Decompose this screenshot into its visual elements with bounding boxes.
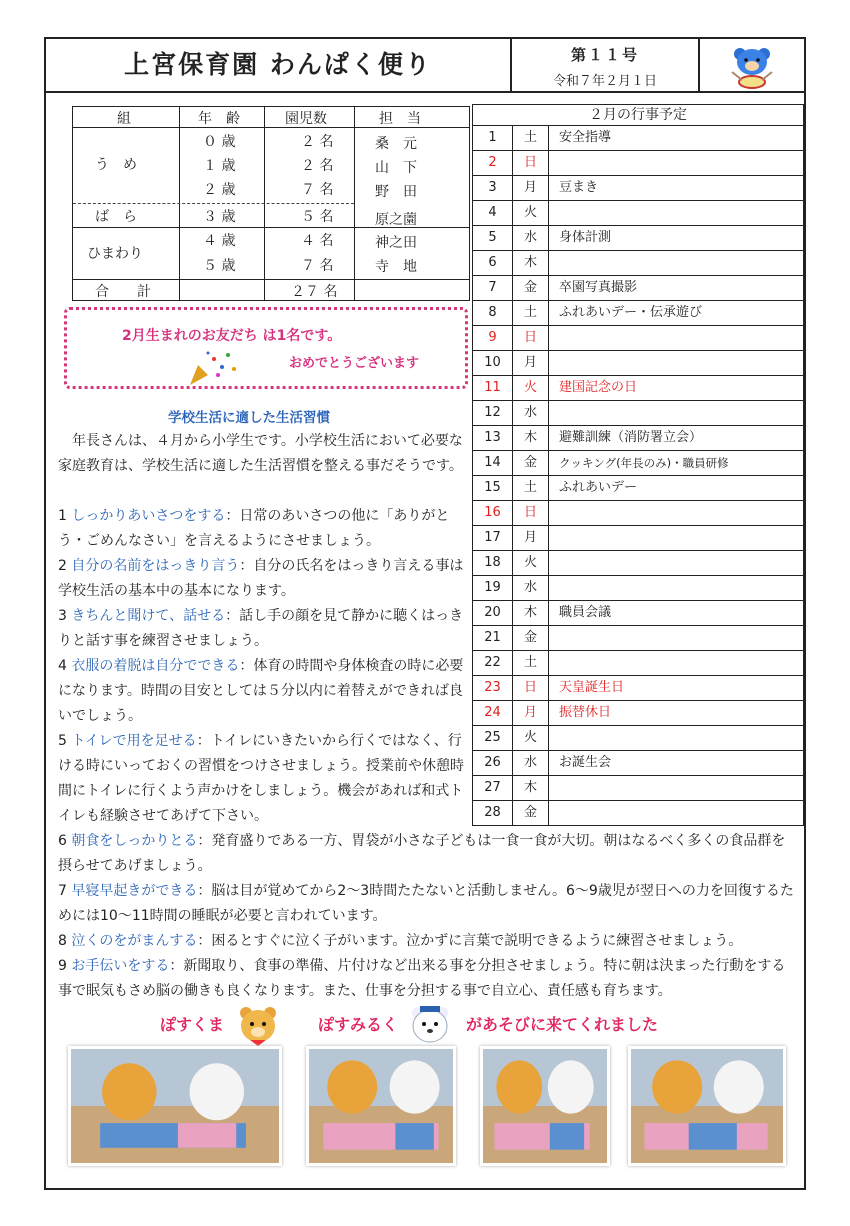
- schedule-day: 25: [473, 726, 513, 750]
- schedule-event: 身体計測: [559, 230, 612, 245]
- group-name: ひまわり: [87, 246, 143, 262]
- habit-body: ：トイレにいきたいから行くではなく、行ける時にいっておくの習慣をつけさせましょう。授業前や休憩時間にトイレに行くよう声かけをしましょう。機会があれば和式トイレも経験させてあげて下さい。: [58, 733, 464, 824]
- group-count: ５ 名: [301, 209, 334, 225]
- schedule-row: [473, 151, 803, 176]
- schedule-weekday: 金: [513, 626, 549, 650]
- schedule-day: 18: [473, 551, 513, 575]
- schedule-weekday: 日: [513, 676, 549, 700]
- schedule-day: 16: [473, 501, 513, 525]
- schedule-weekday: 水: [513, 226, 549, 250]
- schedule-event: お誕生会: [559, 755, 612, 770]
- schedule-day: 8: [473, 301, 513, 325]
- col-header-count: 園児数: [285, 111, 327, 127]
- schedule-weekday: 火: [513, 201, 549, 225]
- schedule-day: 12: [473, 401, 513, 425]
- schedule-weekday: 土: [513, 126, 549, 150]
- schedule-weekday: 月: [513, 526, 549, 550]
- schedule-row: [473, 226, 803, 251]
- group-staff: 寺 地: [375, 259, 417, 275]
- schedule-event: 豆まき: [559, 180, 599, 195]
- mascot-message: があそびに来てくれました: [466, 1015, 659, 1034]
- habit-head: きちんと聞けて、話せる: [71, 608, 226, 624]
- schedule-weekday: 金: [513, 451, 549, 475]
- group-age: ３ 歳: [203, 209, 236, 225]
- col-header-group: 組: [117, 111, 131, 127]
- schedule-weekday: 火: [513, 726, 549, 750]
- schedule-weekday: 日: [513, 326, 549, 350]
- total-count: ２７ 名: [291, 284, 338, 300]
- schedule-row: [473, 251, 803, 276]
- schedule-day: 13: [473, 426, 513, 450]
- polar-bear-mascot-icon: [408, 1004, 452, 1046]
- class-table: [72, 106, 470, 301]
- schedule-weekday: 月: [513, 701, 549, 725]
- schedule-row: [473, 576, 803, 601]
- habit-body: ：日常のあいさつの他に「ありがとう・ごめんなさい」を言えるようにさせましょう。: [58, 508, 450, 549]
- habits-intro: 年長さんは、４月から小学生です。小学校生活において必要な家庭教育は、学校生活に適した生活習慣を整える事だそうです。: [58, 433, 463, 474]
- schedule-row: [473, 801, 803, 826]
- mascot-photo: [628, 1046, 786, 1166]
- group-age: ２ 歳: [203, 182, 236, 198]
- habit-body: ：新聞取り、食事の準備、片付けなど出来る事を分担させましょう。特に朝は決まった行動をする事で眠気もさめ脳の働きも良くなります。また、仕事を分担する事で自立心、責任感も育ちます。: [58, 958, 786, 999]
- schedule-day: 17: [473, 526, 513, 550]
- schedule-day: 6: [473, 251, 513, 275]
- group-age: ４ 歳: [203, 233, 236, 249]
- schedule-day: 11: [473, 376, 513, 400]
- schedule-day: 4: [473, 201, 513, 225]
- habit-head: お手伝いをする: [71, 958, 170, 974]
- mascot-name-2: ぽすみるく: [318, 1015, 399, 1034]
- habit-head: 衣服の着脱は自分でできる: [71, 658, 240, 674]
- schedule-day: 27: [473, 776, 513, 800]
- schedule-row: [473, 676, 803, 701]
- col-header-staff: 担 当: [379, 111, 421, 127]
- schedule-row: [473, 501, 803, 526]
- schedule-weekday: 木: [513, 251, 549, 275]
- group-staff: 神之田: [375, 235, 417, 251]
- schedule-day: 28: [473, 801, 513, 826]
- habit-item: 3 きちんと聞けて、話せる：話し手の顔を見て静かに聴くはっきりと話す事を練習させましょう。: [58, 608, 464, 649]
- schedule-weekday: 金: [513, 801, 549, 826]
- schedule-event: 卒園写真撮影: [559, 280, 638, 295]
- total-label: 合 計: [95, 284, 151, 300]
- schedule-row: [473, 476, 803, 501]
- schedule-day: 9: [473, 326, 513, 350]
- schedule-day: 2: [473, 151, 513, 175]
- schedule-weekday: 木: [513, 776, 549, 800]
- col-header-age: 年 齢: [198, 111, 240, 127]
- schedule-weekday: 水: [513, 751, 549, 775]
- group-staff: 野 田: [375, 184, 417, 200]
- habit-head: トイレで用を足せる: [71, 733, 197, 749]
- schedule-row: [473, 551, 803, 576]
- schedule-day: 14: [473, 451, 513, 475]
- schedule-day: 3: [473, 176, 513, 200]
- habit-body: ：脳は目が覚めてから2～3時間たたないと活動しません。6～9歳児が翌日への力を回復するためには10～11時間の睡眠が必要と言われています。: [58, 883, 794, 924]
- schedule-weekday: 土: [513, 301, 549, 325]
- schedule-row: [473, 301, 803, 326]
- birthday-count-text: 2月生まれのお友だち は1名です。: [122, 328, 342, 344]
- schedule-day: 26: [473, 751, 513, 775]
- issue-number: 第１１号: [570, 46, 639, 64]
- group-age: ５ 歳: [203, 258, 236, 274]
- schedule-event: 天皇誕生日: [559, 680, 625, 695]
- habit-head: 泣くのをがまんする: [71, 933, 198, 949]
- schedule-day: 1: [473, 126, 513, 150]
- schedule-day: 20: [473, 601, 513, 625]
- group-count: ２ 名: [301, 158, 334, 174]
- group-count: ２ 名: [301, 134, 334, 150]
- schedule-row: [473, 701, 803, 726]
- schedule-event: 避難訓練（消防署立会）: [559, 430, 703, 445]
- schedule-row: [473, 201, 803, 226]
- schedule-row: [473, 326, 803, 351]
- habit-item: 6 朝食をしっかりとる：発育盛りである一方、胃袋が小さな子どもは一食一食が大切。朝はなるべく多くの食品群を摂らせてあげましょう。: [58, 833, 786, 874]
- schedule-day: 15: [473, 476, 513, 500]
- group-staff: 山 下: [375, 160, 417, 176]
- schedule-day: 10: [473, 351, 513, 375]
- habits-title: 学校生活に適した生活習慣: [168, 410, 330, 426]
- habit-item: 2 自分の名前をはっきり言う：自分の氏名をはっきり言える事は学校生活の基本中の基本になります。: [58, 558, 464, 599]
- habit-head: 早寝早起きができる: [71, 883, 198, 899]
- group-staff: 原之薗: [375, 212, 417, 228]
- schedule-weekday: 月: [513, 176, 549, 200]
- birthday-congrats-text: おめでとうございます: [289, 356, 420, 371]
- february-schedule: [472, 104, 804, 826]
- schedule-event: クッキング(年長のみ)・職員研修: [559, 456, 729, 470]
- party-popper-icon: [184, 347, 244, 387]
- schedule-day: 21: [473, 626, 513, 650]
- schedule-row: [473, 726, 803, 751]
- schedule-row: [473, 351, 803, 376]
- schedule-row: [473, 626, 803, 651]
- mascot-photo: [68, 1046, 282, 1166]
- habit-item: 7 早寝早起きができる：脳は目が覚めてから2～3時間たたないと活動しません。6～9歳児が翌日への力を回復するためには10～11時間の睡眠が必要と言われています。: [58, 883, 794, 924]
- birthday-banner: [64, 307, 468, 389]
- header: [46, 39, 804, 93]
- habit-body: ：体育の時間や身体検査の時に必要になります。時間の目安としては５分以内に着替えができれば良いでしょう。: [58, 658, 464, 724]
- schedule-weekday: 土: [513, 476, 549, 500]
- schedule-day: 5: [473, 226, 513, 250]
- schedule-day: 23: [473, 676, 513, 700]
- schedule-row: [473, 526, 803, 551]
- schedule-weekday: 水: [513, 401, 549, 425]
- schedule-weekday: 木: [513, 601, 549, 625]
- habit-item: 4 衣服の着脱は自分でできる：体育の時間や身体検査の時に必要になります。時間の目安としては５分以内に着替えができれば良いでしょう。: [58, 658, 464, 724]
- schedule-weekday: 土: [513, 651, 549, 675]
- group-count: ７ 名: [301, 182, 334, 198]
- mascot-banner: [46, 1004, 804, 1044]
- schedule-row: [473, 651, 803, 676]
- schedule-row: [473, 776, 803, 801]
- schedule-weekday: 月: [513, 351, 549, 375]
- schedule-row: [473, 751, 803, 776]
- issue-box: [512, 39, 700, 91]
- schedule-day: 7: [473, 276, 513, 300]
- schedule-title: ２月の行事予定: [473, 105, 803, 126]
- schedule-weekday: 火: [513, 551, 549, 575]
- habit-body: ：発育盛りである一方、胃袋が小さな子どもは一食一食が大切。朝はなるべく多くの食品群を摂らせてあげましょう。: [58, 833, 786, 874]
- mascot-photo: [480, 1046, 610, 1166]
- issue-date: 令和７年２月１日: [552, 74, 657, 89]
- schedule-day: 22: [473, 651, 513, 675]
- habit-item: 8 泣くのをがまんする：困るとすぐに泣く子がいます。泣かずに言葉で説明できるように練習させましょう。: [58, 933, 743, 949]
- schedule-weekday: 水: [513, 576, 549, 600]
- group-staff: 桑 元: [375, 136, 417, 152]
- schedule-weekday: 日: [513, 151, 549, 175]
- schedule-event: ふれあいデー・伝承遊び: [559, 305, 703, 320]
- schedule-day: 24: [473, 701, 513, 725]
- group-age: ０ 歳: [203, 134, 236, 150]
- schedule-event: 振替休日: [559, 705, 612, 720]
- schedule-row: [473, 176, 803, 201]
- page-title: 上宮保育園 わんぱく便り: [46, 39, 512, 91]
- schedule-event: 建国記念の日: [559, 380, 638, 395]
- schedule-event: 職員会議: [559, 605, 612, 620]
- schedule-row: [473, 376, 803, 401]
- habit-body: ：話し手の顔を見て静かに聴くはっきりと話す事を練習させましょう。: [58, 608, 464, 649]
- habit-item: 5 トイレで用を足せる：トイレにいきたいから行くではなく、行ける時にいっておくの習慣をつけさせましょう。授業前や休憩時間にトイレに行くよう声かけをしましょう。機会があれば和式トイレも経験させてあげて下さい。: [58, 733, 464, 824]
- schedule-event: ふれあいデー: [559, 480, 638, 495]
- habit-head: 朝食をしっかりとる: [71, 833, 198, 849]
- schedule-weekday: 金: [513, 276, 549, 300]
- habit-head: 自分の名前をはっきり言う: [71, 558, 240, 574]
- habit-item: 1 しっかりあいさつをする：日常のあいさつの他に「ありがとう・ごめんなさい」を言えるようにさせましょう。: [58, 508, 450, 549]
- schedule-event: 安全指導: [559, 130, 612, 145]
- schedule-row: [473, 451, 803, 476]
- schedule-weekday: 木: [513, 426, 549, 450]
- group-name: ば ら: [95, 209, 137, 225]
- schedule-weekday: 日: [513, 501, 549, 525]
- group-age: １ 歳: [203, 158, 236, 174]
- schedule-day: 19: [473, 576, 513, 600]
- mascot-photo: [306, 1046, 456, 1166]
- schedule-row: [473, 401, 803, 426]
- schedule-row: [473, 276, 803, 301]
- mascot-name-1: ぽすくま: [160, 1015, 225, 1034]
- habit-body: ：困るとすぐに泣く子がいます。泣かずに言葉で説明できるように練習させましょう。: [197, 933, 743, 949]
- schedule-row: [473, 126, 803, 151]
- habit-body: ：自分の氏名をはっきり言える事は学校生活の基本中の基本になります。: [58, 558, 464, 599]
- schedule-row: [473, 601, 803, 626]
- group-count: ４ 名: [301, 233, 334, 249]
- habit-head: しっかりあいさつをする: [71, 508, 226, 524]
- group-name: う め: [95, 157, 137, 173]
- bear-drummer-icon: [720, 42, 784, 90]
- schedule-weekday: 火: [513, 376, 549, 400]
- habit-item: 9 お手伝いをする：新聞取り、食事の準備、片付けなど出来る事を分担させましょう。特に朝は決まった行動をする事で眠気もさめ脳の働きも良くなります。また、仕事を分担する事で自立心、責任感も育ちます。: [58, 958, 786, 999]
- schedule-row: [473, 426, 803, 451]
- newsletter-page: [44, 37, 806, 1190]
- group-count: ７ 名: [301, 258, 334, 274]
- bear-mascot-icon: [236, 1004, 280, 1046]
